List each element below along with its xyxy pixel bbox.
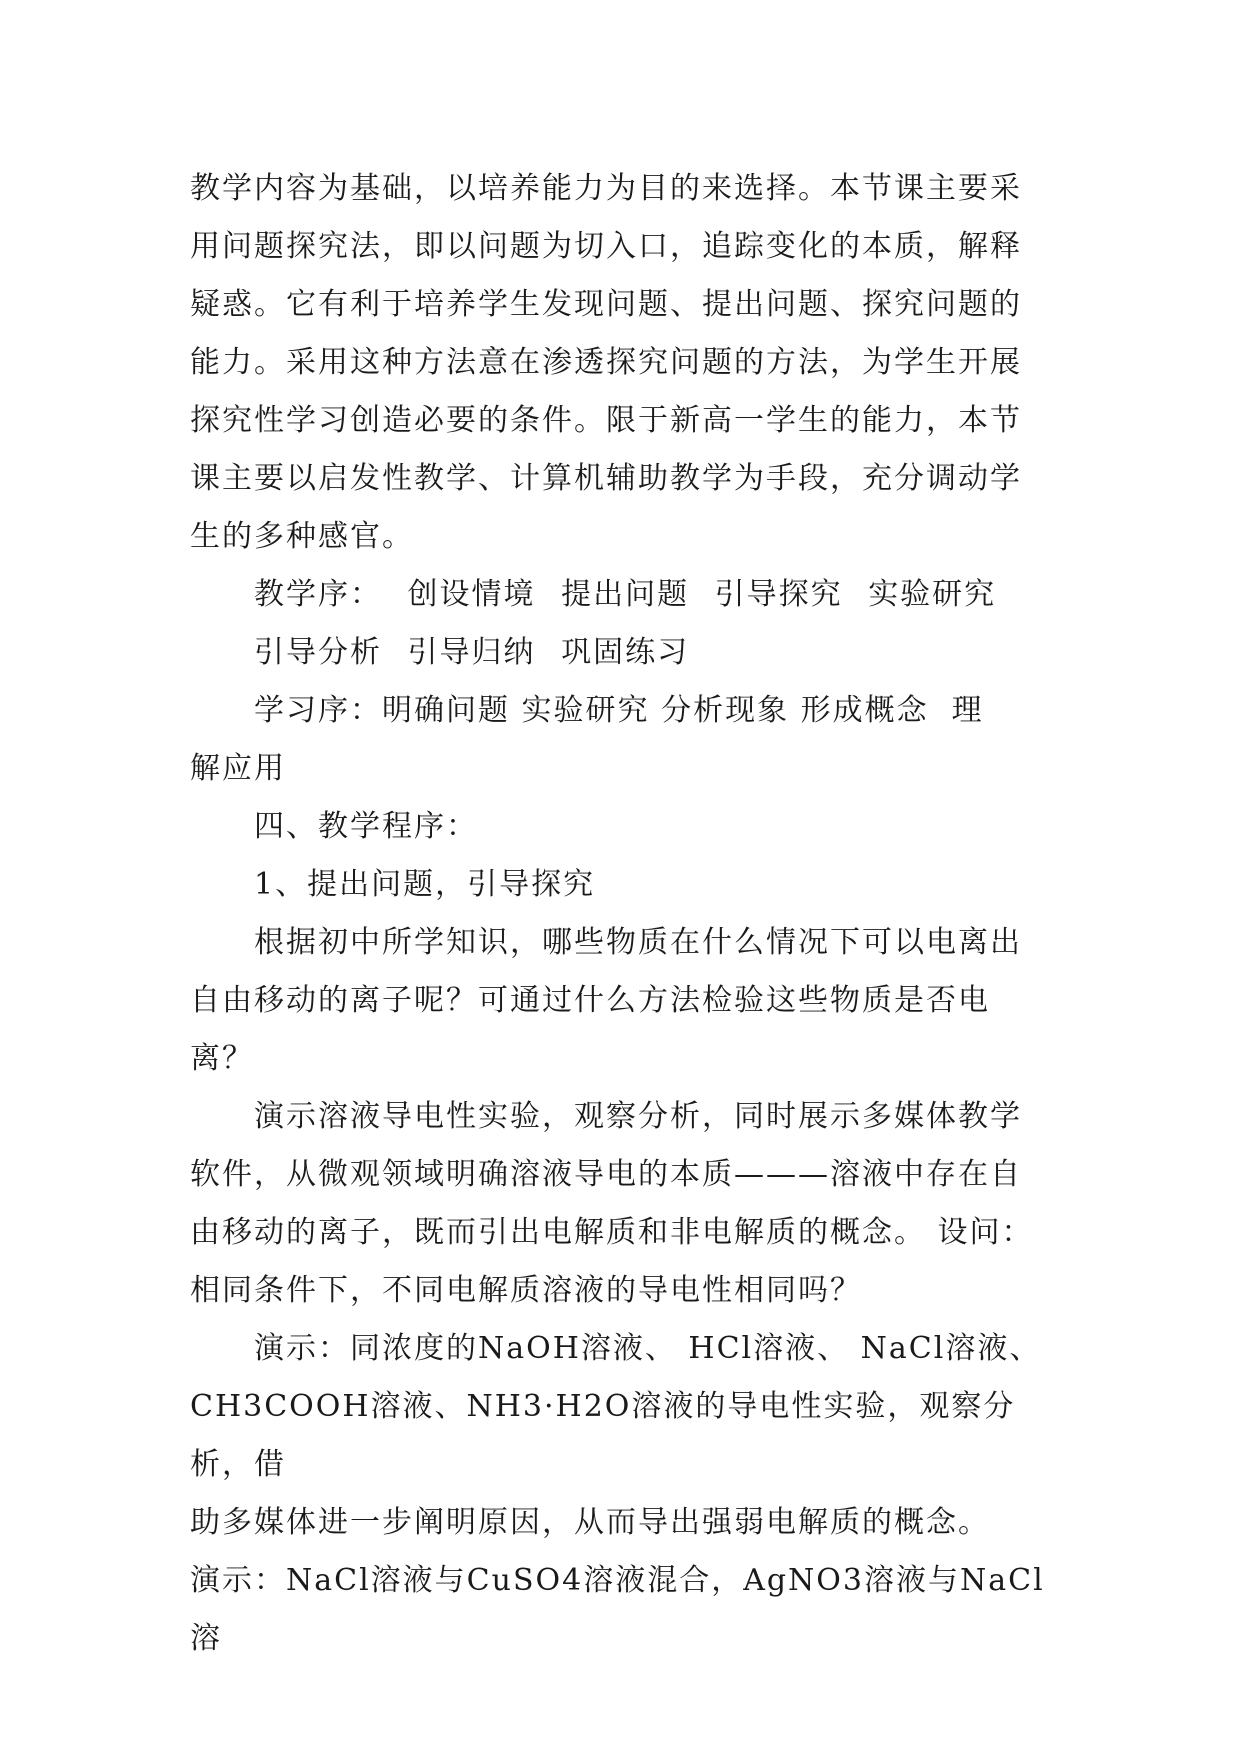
text-line: CH3COOH溶液、NH3·H2O溶液的导电性实验，观察分析，借 [190,1389,1016,1482]
text-line: 离？ [190,1041,254,1076]
text-line: 解应用 [190,751,286,786]
paragraph-demo-electrolytes [190,1320,1060,1668]
teaching-order-step: 引导归纳 [407,635,536,670]
teaching-order-step: 创设情境 [407,577,536,612]
text-line: 助多媒体进一步阐明原因，从而导出强弱电解质的概念。 [190,1505,990,1540]
teaching-order-step: 引导分析 [254,635,382,670]
paragraph-teaching-method [190,160,1060,566]
teaching-order-label: 教学序： [254,577,382,612]
section-heading: 四、教学程序： [254,809,478,844]
paragraph-teaching-order [190,566,1060,624]
paragraph-learning-order [190,682,1060,740]
text-line: 教学内容为基础，以培养能力为目的来选择。本节课主要采 [190,171,1022,206]
teaching-order-step: 巩固练习 [561,635,690,670]
text-line: 由移动的离子，既而引出电解质和非电解质的概念。 设问： [190,1215,1034,1250]
text-line: 能力。采用这种方法意在渗透探究问题的方法，为学生开展 [190,345,1022,380]
text-line: 课主要以启发性教学、计算机辅助教学为手段，充分调动学 [190,461,1022,496]
teaching-order-step: 提出问题 [561,577,690,612]
text-line: 疑惑。它有利于培养学生发现问题、提出问题、探究问题的 [190,287,1022,322]
text-line: 探究性学习创造必要的条件。限于新高一学生的能力，本节 [190,403,1022,438]
text-line: 软件，从微观领域明确溶液导电的本质———溶液中存在自 [190,1157,1022,1192]
paragraph-question [190,914,1060,1088]
text-line: 演示：NaCl溶液与CuSO4溶液混合，AgNO3溶液与NaCl溶 [190,1563,1045,1656]
paragraph-demo-conductivity [190,1088,1060,1320]
text-line: 自由移动的离子呢？可通过什么方法检验这些物质是否电 [190,983,990,1018]
paragraph-teaching-order-cont [190,624,1060,682]
text-line: 根据初中所学知识，哪些物质在什么情况下可以电离出 [254,925,1022,960]
text-line: 生的多种感官。 [190,519,414,554]
text-line: 学习序：明确问题 实验研究 分析现象 形成概念 理 [254,693,984,728]
paragraph-learning-order-cont [190,740,1060,798]
text-line: 相同条件下，不同电解质溶液的导电性相同吗？ [190,1273,862,1308]
text-line: 演示溶液导电性实验，观察分析，同时展示多媒体教学 [254,1099,1022,1134]
text-line: 演示：同浓度的NaOH溶液、 HCl溶液、 NaCl溶液、 [254,1331,1042,1366]
document-body [190,160,1060,1668]
text-line: 用问题探究法，即以问题为切入口，追踪变化的本质，解释 [190,229,1022,264]
teaching-order-step: 引导探究 [714,577,843,612]
teaching-order-step: 实验研究 [868,577,997,612]
step-heading: 1、提出问题，引导探究 [254,867,596,902]
